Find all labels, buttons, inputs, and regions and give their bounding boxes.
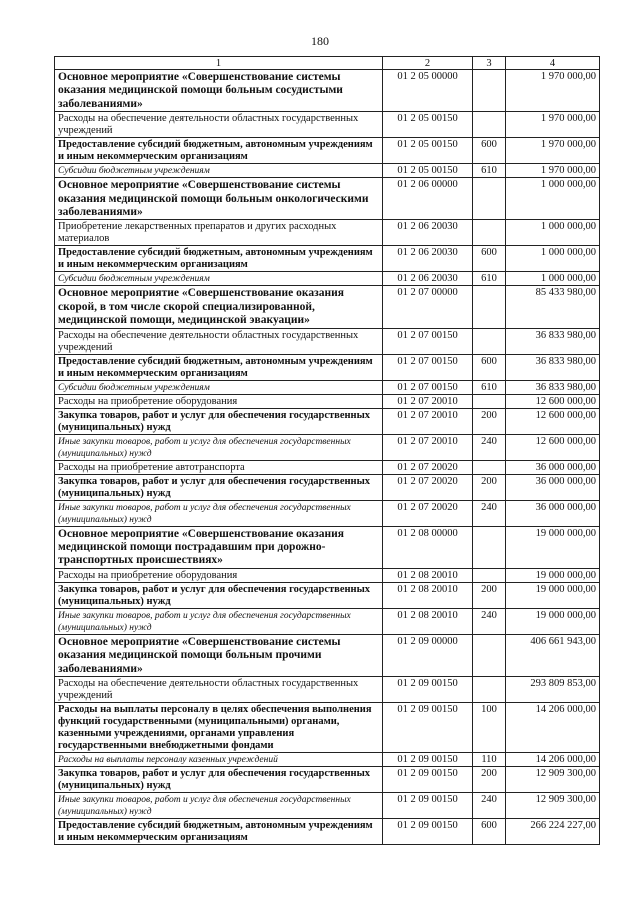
row-code-cell: 01 2 07 00150 [383, 354, 473, 380]
page-number: 180 [311, 34, 329, 48]
table-row [55, 793, 600, 819]
row-type-cell [473, 328, 506, 354]
row-amount-cell: 36 833 980,00 [506, 380, 600, 394]
row-code-cell: 01 2 06 20030 [383, 246, 473, 272]
row-name-cell: Иные закупки товаров, работ и услуг для обеспечения государственных (муниципальных) нужд [55, 434, 383, 460]
table-row [55, 220, 600, 246]
row-amount-cell: 36 833 980,00 [506, 328, 600, 354]
row-code-cell: 01 2 08 20010 [383, 582, 473, 608]
table-row [55, 568, 600, 582]
table-row [55, 767, 600, 793]
row-type-cell: 610 [473, 164, 506, 178]
budget-table [54, 56, 600, 845]
row-code-cell: 01 2 06 20030 [383, 272, 473, 286]
table-row [55, 286, 600, 328]
row-amount-cell: 36 000 000,00 [506, 460, 600, 474]
row-code-cell: 01 2 07 00150 [383, 328, 473, 354]
row-type-cell [473, 286, 506, 328]
row-amount-cell: 1 970 000,00 [506, 138, 600, 164]
row-code-cell: 01 2 07 20020 [383, 474, 473, 500]
row-type-cell: 240 [473, 500, 506, 526]
row-amount-cell: 19 000 000,00 [506, 526, 600, 568]
table-row [55, 500, 600, 526]
row-amount-cell: 19 000 000,00 [506, 582, 600, 608]
row-name-cell: Приобретение лекарственных препаратов и других расходных материалов [55, 220, 383, 246]
table-row [55, 112, 600, 138]
row-code-cell: 01 2 06 20030 [383, 220, 473, 246]
row-type-cell [473, 394, 506, 408]
row-code-cell: 01 2 09 00150 [383, 819, 473, 845]
table-row [55, 819, 600, 845]
table-row [55, 272, 600, 286]
row-name-cell: Предоставление субсидий бюджетным, автономным учреждениям и иным некоммерческим организациям [55, 819, 383, 845]
row-type-cell [473, 178, 506, 220]
row-amount-cell: 85 433 980,00 [506, 286, 600, 328]
row-type-cell [473, 568, 506, 582]
row-type-cell: 200 [473, 474, 506, 500]
row-name-cell: Субсидии бюджетным учреждениям [55, 272, 383, 286]
row-name-cell: Субсидии бюджетным учреждениям [55, 164, 383, 178]
row-amount-cell: 12 600 000,00 [506, 434, 600, 460]
header-row [55, 57, 600, 70]
row-type-cell: 100 [473, 703, 506, 753]
row-name-cell: Закупка товаров, работ и услуг для обеспечения государственных (муниципальных) нужд [55, 408, 383, 434]
row-name-cell: Иные закупки товаров, работ и услуг для обеспечения государственных (муниципальных) нужд [55, 608, 383, 634]
row-code-cell: 01 2 07 00150 [383, 380, 473, 394]
row-code-cell: 01 2 07 20010 [383, 394, 473, 408]
row-code-cell: 01 2 08 20010 [383, 568, 473, 582]
header-cell-amount: 4 [506, 57, 600, 70]
row-code-cell: 01 2 09 00150 [383, 767, 473, 793]
row-amount-cell: 19 000 000,00 [506, 568, 600, 582]
table-row [55, 246, 600, 272]
row-type-cell: 200 [473, 408, 506, 434]
row-type-cell: 600 [473, 819, 506, 845]
table-row [55, 582, 600, 608]
row-amount-cell: 406 661 943,00 [506, 634, 600, 676]
row-name-cell: Основное мероприятие «Совершенствование системы оказания медицинской помощи больным сосудистыми заболеваниями» [55, 70, 383, 112]
table-row [55, 460, 600, 474]
row-amount-cell: 1 970 000,00 [506, 70, 600, 112]
table-row [55, 526, 600, 568]
row-code-cell: 01 2 07 20020 [383, 460, 473, 474]
row-type-cell: 240 [473, 434, 506, 460]
row-name-cell: Предоставление субсидий бюджетным, автономным учреждениям и иным некоммерческим организациям [55, 354, 383, 380]
row-name-cell: Предоставление субсидий бюджетным, автономным учреждениям и иным некоммерческим организациям [55, 138, 383, 164]
row-type-cell: 200 [473, 767, 506, 793]
table-row [55, 70, 600, 112]
row-type-cell [473, 220, 506, 246]
row-name-cell: Основное мероприятие «Совершенствование системы оказания медицинской помощи больным прочими заболеваниями» [55, 634, 383, 676]
row-amount-cell: 1 970 000,00 [506, 164, 600, 178]
row-code-cell: 01 2 05 00150 [383, 112, 473, 138]
row-amount-cell: 1 000 000,00 [506, 220, 600, 246]
row-name-cell: Субсидии бюджетным учреждениям [55, 380, 383, 394]
table-row [55, 394, 600, 408]
row-code-cell: 01 2 09 00000 [383, 634, 473, 676]
row-name-cell: Расходы на приобретение оборудования [55, 394, 383, 408]
budget-table-body [55, 57, 600, 845]
row-type-cell: 610 [473, 272, 506, 286]
row-type-cell: 600 [473, 246, 506, 272]
table-row [55, 677, 600, 703]
row-name-cell: Иные закупки товаров, работ и услуг для обеспечения государственных (муниципальных) нужд [55, 500, 383, 526]
row-code-cell: 01 2 09 00150 [383, 793, 473, 819]
row-name-cell: Основное мероприятие «Совершенствование системы оказания медицинской помощи больным онкологическими заболеваниями» [55, 178, 383, 220]
row-type-cell: 600 [473, 354, 506, 380]
row-code-cell: 01 2 05 00150 [383, 138, 473, 164]
table-row [55, 753, 600, 767]
row-type-cell: 240 [473, 608, 506, 634]
row-type-cell: 600 [473, 138, 506, 164]
row-name-cell: Закупка товаров, работ и услуг для обеспечения государственных (муниципальных) нужд [55, 474, 383, 500]
row-name-cell: Расходы на выплаты персоналу казенных учреждений [55, 753, 383, 767]
row-amount-cell: 36 000 000,00 [506, 474, 600, 500]
row-type-cell [473, 460, 506, 474]
row-type-cell: 200 [473, 582, 506, 608]
table-row [55, 703, 600, 753]
table-row [55, 178, 600, 220]
row-name-cell: Расходы на обеспечение деятельности областных государственных учреждений [55, 677, 383, 703]
row-name-cell: Расходы на обеспечение деятельности областных государственных учреждений [55, 328, 383, 354]
row-amount-cell: 36 000 000,00 [506, 500, 600, 526]
row-name-cell: Закупка товаров, работ и услуг для обеспечения государственных (муниципальных) нужд [55, 767, 383, 793]
table-row [55, 138, 600, 164]
row-name-cell: Расходы на приобретение оборудования [55, 568, 383, 582]
row-name-cell: Основное мероприятие «Совершенствование оказания медицинской помощи пострадавшим при дорожно-транспортных происшествиях» [55, 526, 383, 568]
row-name-cell: Предоставление субсидий бюджетным, автономным учреждениям и иным некоммерческим организациям [55, 246, 383, 272]
row-type-cell [473, 112, 506, 138]
row-amount-cell: 14 206 000,00 [506, 753, 600, 767]
row-amount-cell: 12 600 000,00 [506, 394, 600, 408]
table-row [55, 408, 600, 434]
row-name-cell: Расходы на приобретение автотранспорта [55, 460, 383, 474]
row-amount-cell: 12 909 300,00 [506, 767, 600, 793]
row-type-cell [473, 634, 506, 676]
row-type-cell: 610 [473, 380, 506, 394]
table-row [55, 608, 600, 634]
row-code-cell: 01 2 05 00000 [383, 70, 473, 112]
table-row [55, 164, 600, 178]
row-code-cell: 01 2 07 20020 [383, 500, 473, 526]
row-code-cell: 01 2 07 20010 [383, 434, 473, 460]
row-name-cell: Расходы на выплаты персоналу в целях обеспечения выполнения функций государственными (муниципальными) органами, казенными учреждениями, органами управления государственными внебюджетными фондами [55, 703, 383, 753]
row-code-cell: 01 2 06 00000 [383, 178, 473, 220]
row-amount-cell: 36 833 980,00 [506, 354, 600, 380]
table-row [55, 354, 600, 380]
table-row [55, 380, 600, 394]
row-name-cell: Основное мероприятие «Совершенствование оказания скорой, в том числе скорой специализированной, медицинской помощи, медицинской эвакуации» [55, 286, 383, 328]
row-name-cell: Закупка товаров, работ и услуг для обеспечения государственных (муниципальных) нужд [55, 582, 383, 608]
row-code-cell: 01 2 08 20010 [383, 608, 473, 634]
header-cell-code: 2 [383, 57, 473, 70]
row-type-cell [473, 677, 506, 703]
row-amount-cell: 14 206 000,00 [506, 703, 600, 753]
row-code-cell: 01 2 07 00000 [383, 286, 473, 328]
row-name-cell: Иные закупки товаров, работ и услуг для обеспечения государственных (муниципальных) нужд [55, 793, 383, 819]
row-code-cell: 01 2 09 00150 [383, 753, 473, 767]
row-code-cell: 01 2 09 00150 [383, 703, 473, 753]
row-amount-cell: 12 909 300,00 [506, 793, 600, 819]
table-row [55, 328, 600, 354]
row-code-cell: 01 2 05 00150 [383, 164, 473, 178]
header-cell-type: 3 [473, 57, 506, 70]
row-type-cell: 240 [473, 793, 506, 819]
row-amount-cell: 19 000 000,00 [506, 608, 600, 634]
row-amount-cell: 1 000 000,00 [506, 272, 600, 286]
row-name-cell: Расходы на обеспечение деятельности областных государственных учреждений [55, 112, 383, 138]
row-code-cell: 01 2 08 00000 [383, 526, 473, 568]
table-row [55, 474, 600, 500]
header-cell-name: 1 [55, 57, 383, 70]
row-amount-cell: 12 600 000,00 [506, 408, 600, 434]
table-row [55, 434, 600, 460]
row-type-cell [473, 70, 506, 112]
row-code-cell: 01 2 09 00150 [383, 677, 473, 703]
row-amount-cell: 1 970 000,00 [506, 112, 600, 138]
row-amount-cell: 293 809 853,00 [506, 677, 600, 703]
row-type-cell: 110 [473, 753, 506, 767]
row-amount-cell: 1 000 000,00 [506, 178, 600, 220]
row-amount-cell: 266 224 227,00 [506, 819, 600, 845]
row-code-cell: 01 2 07 20010 [383, 408, 473, 434]
table-row [55, 634, 600, 676]
row-type-cell [473, 526, 506, 568]
row-amount-cell: 1 000 000,00 [506, 246, 600, 272]
